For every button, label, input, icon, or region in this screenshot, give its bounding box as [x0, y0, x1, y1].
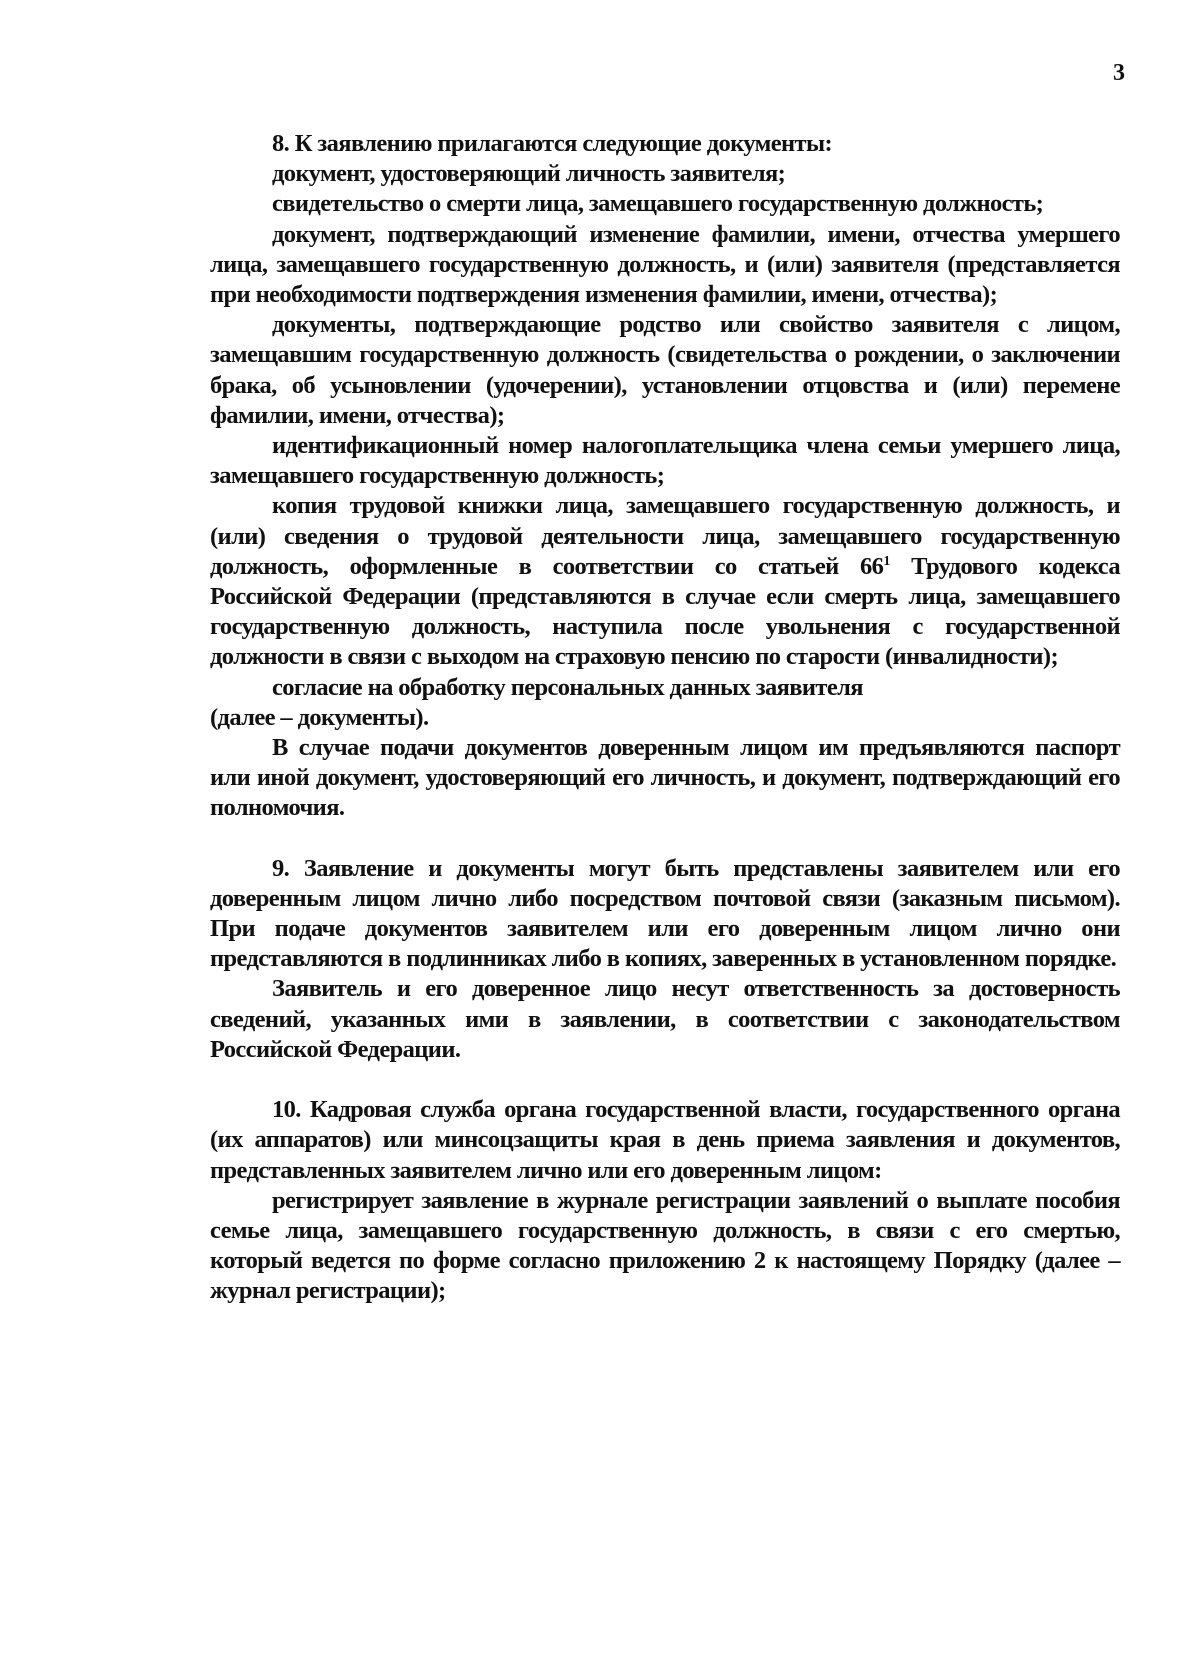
page-number: 3	[1113, 60, 1125, 86]
section-8-item-taxpayer-number: идентификационный номер налогоплательщика члена семьи умершего лица, замещавшего государственную должность;	[210, 432, 1120, 490]
paragraph-gap	[210, 1065, 1120, 1095]
section-8-item-identity-document: документ, удостоверяющий личность заявителя;	[272, 160, 786, 188]
section-8-intro: 8. К заявлению прилагаются следующие документы:	[272, 130, 833, 157]
section-8-item-employment-record	[210, 491, 1120, 672]
section-9-paragraph-2: Заявитель и его доверенное лицо несут ответственность за достоверность сведений, указанных ими в заявлении, в соответствии с законодательством Российской Федерации.	[210, 975, 1120, 1063]
section-10-paragraph-1: 10. Кадровая служба органа государственной власти, государственного органа (их аппаратов) или минсоцзащиты края в день приема заявления и документов, представленных заявителем лично или его доверенным лицом:	[210, 1096, 1120, 1184]
section-8-item-data-consent: согласие на обработку персональных данных заявителя	[272, 673, 863, 701]
section-8-item-kinship-documents: документы, подтверждающие родство или свойство заявителя с лицом, замещавшим государственную должность (свидетельства о рождении, о заключении брака, об усыновлении (удочерении), установлении отцовства и (или) перемене фамилии, имени, отчества);	[210, 311, 1120, 429]
employment-record-text-start: копия трудовой книжки лица, замещавшего государственную должность, и (или) сведения о трудовой деятельности лица, замещавшего государственную должность, оформленные в соответствии со статьей 66	[210, 492, 1120, 580]
section-8-proxy-paragraph: В случае подачи документов доверенным лицом им предъявляются паспорт или иной документ, удостоверяющий его личность, и документ, подтверждающий его полномочия.	[210, 734, 1120, 822]
section-8-documents-definition: (далее – документы).	[210, 703, 429, 731]
section-8-item-name-change-document: документ, подтверждающий изменение фамилии, имени, отчества умершего лица, замещавшего государственную должность, и (или) заявителя (представляется при необходимости подтверждения изменения фамилии, имени, отчества);	[210, 220, 1120, 309]
article-superscript: 1	[883, 553, 890, 569]
employment-record-text-end: Трудового кодекса Российской Федерации (представляются в случае если смерть лица, замещавшего государственную должность, наступила после увольнения с государственной должности в связи с выходом на страховую пенсию по старости (инвалидности);	[210, 552, 1120, 671]
section-10-paragraph-2: регистрирует заявление в журнале регистрации заявлений о выплате пособия семье лица, замещавшего государственную должность, в связи с его смертью, который ведется по форме согласно приложению 2 к настоящему Порядку (далее – журнал регистрации);	[210, 1186, 1120, 1305]
section-8-item-death-certificate: свидетельство о смерти лица, замещавшего государственную должность;	[272, 190, 1044, 218]
document-body	[210, 129, 1120, 1307]
section-9-paragraph-1: 9. Заявление и документы могут быть представлены заявителем или его доверенным лицом лично либо посредством почтовой связи (заказным письмом). При подаче документов заявителем или его доверенным лицом лично они представляются в подлинниках либо в копиях, заверенных в установленном порядке.	[210, 854, 1120, 973]
paragraph-gap	[210, 824, 1120, 854]
